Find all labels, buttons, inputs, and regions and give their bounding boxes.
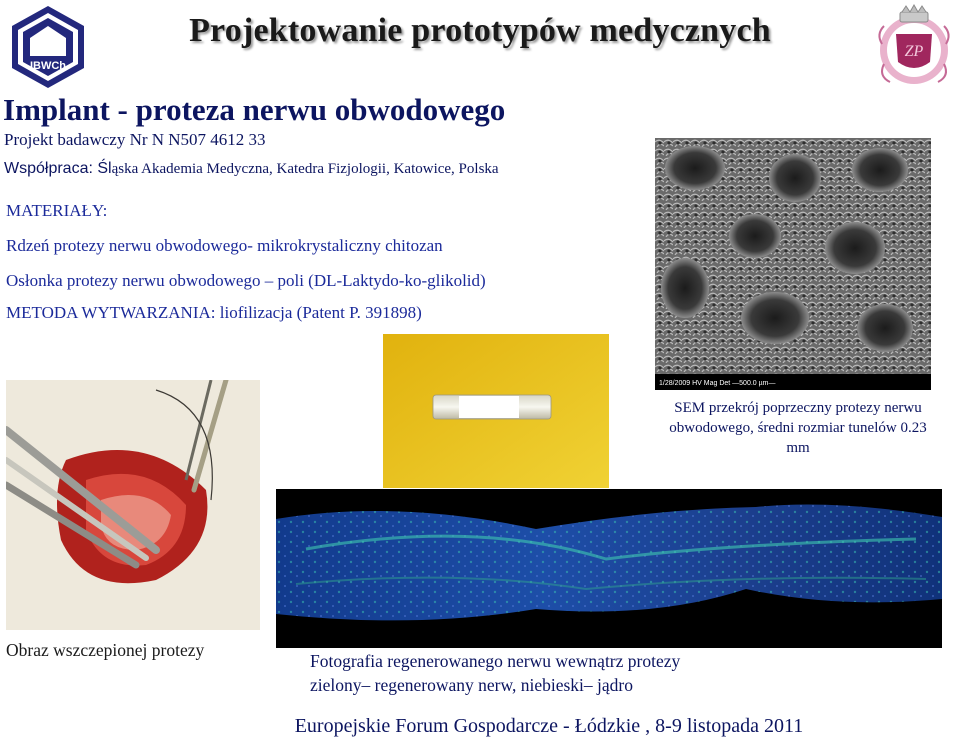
fluorescence-nerve-image (276, 489, 942, 648)
event-footer: Europejskie Forum Gospodarcze - Łódzkie , 8-9 listopada 2011 (294, 715, 804, 737)
subtitle: Implant - proteza nerwu obwodowego (3, 92, 506, 127)
svg-text:ZP: ZP (904, 43, 924, 60)
implant-surgery-photo (6, 380, 260, 630)
manufacturing-method: METODA WYTWARZANIA: liofilizacja (Patent P. 391898) (6, 303, 422, 322)
fluorescence-caption-line-2: zielony– regenerowany nerw, niebieski– jądro (310, 675, 633, 695)
material-core: Rdzeń protezy nerwu obwodowego- mikrokrystaliczny chitozan (6, 236, 443, 255)
svg-text:IBWCh: IBWCh (29, 60, 67, 72)
cooperation-partner: ąska Akademia Medyczna, Katedra Fizjologii, Katowice, Polska (111, 161, 499, 177)
sem-micrograph-image (655, 138, 931, 390)
materials-heading: MATERIAŁY: (6, 201, 108, 220)
page-title: Projektowanie prototypów medycznych (189, 12, 771, 49)
cooperation-label: Współpraca: Śl (4, 160, 112, 177)
cooperation-line (4, 160, 499, 178)
university-crest-logo (872, 4, 956, 90)
surgery-caption: Obraz wszczepionej protezy (6, 640, 205, 660)
sem-caption: SEM przekrój poprzeczny protezy nerwu obwodowego, średni rozmiar tunelów 0.23 mm (669, 400, 927, 456)
fluorescence-caption-line-1: Fotografia regenerowanego nerwu wewnątrz protezy (310, 651, 681, 671)
material-sheath: Osłonka protezy nerwu obwodowego – poli (DL-Laktydo-ko-glikolid) (6, 271, 486, 290)
fluorescence-caption (310, 649, 680, 697)
project-number: Projekt badawczy Nr N N507 4612 33 (4, 130, 266, 149)
svg-text:1/28/2009 HV Mag Det —500: 1/28/2009 HV Mag Det —500.0 µm— (659, 380, 776, 387)
prosthesis-photo (383, 334, 609, 488)
